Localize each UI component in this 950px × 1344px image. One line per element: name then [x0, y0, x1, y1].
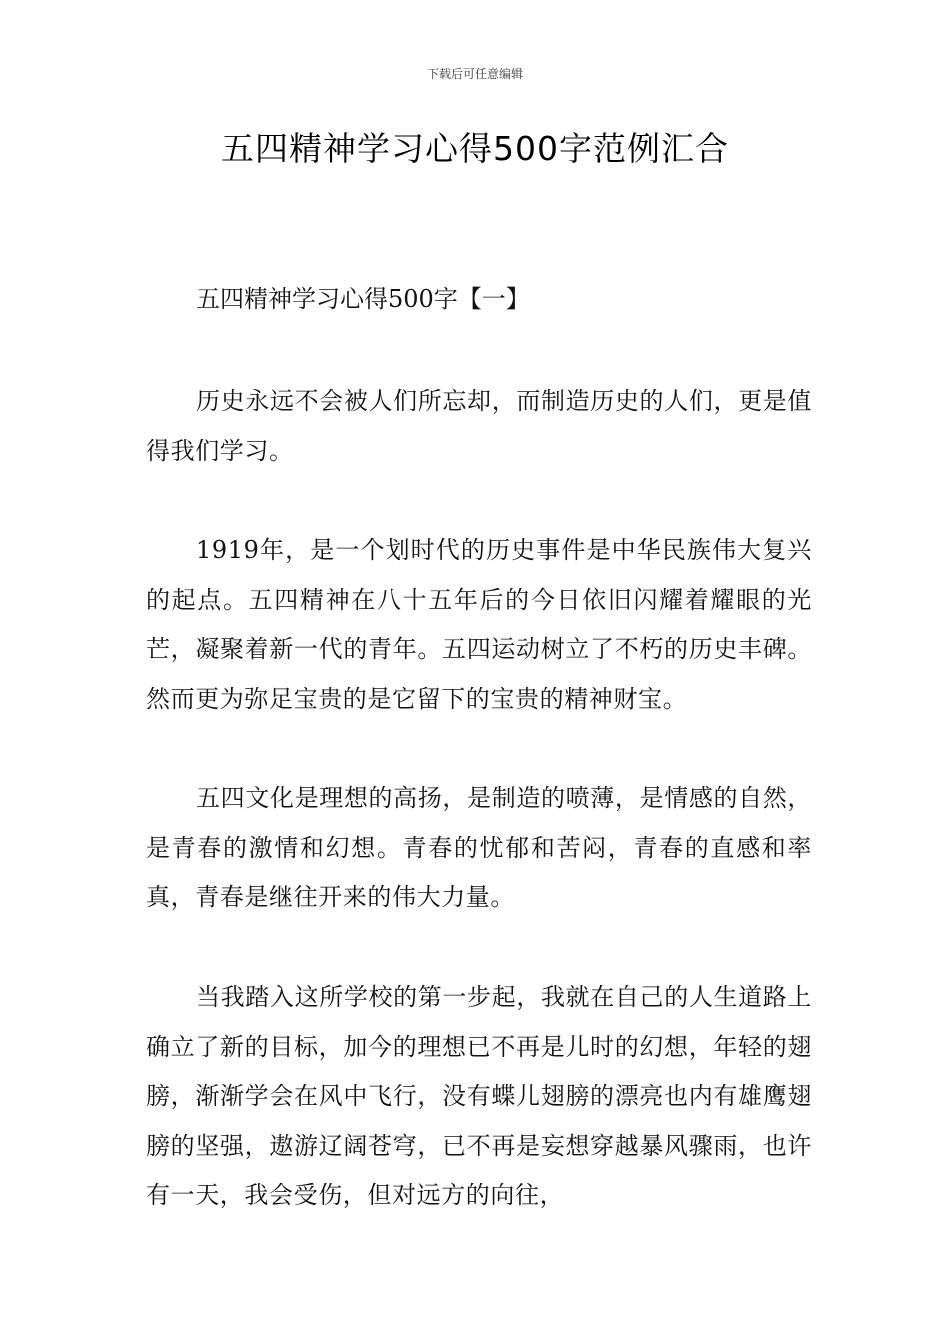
paragraph-2: 1919年，是一个划时代的历史事件是中华民族伟大复兴的起点。五四精神在八十五年后的今日依旧闪耀着耀眼的光芒，凝聚着新一代的青年。五四运动树立了不朽的历史丰碑。然而更为弥足宝贵的是它留下的宝贵的精神财宝。	[146, 536, 812, 713]
section-heading: 五四精神学习心得500字【一】	[196, 285, 530, 313]
document-title: 五四精神学习心得500字范例汇合	[221, 129, 729, 168]
paragraph-1: 历史永远不会被人们所忘却，而制造历史的人们，更是值得我们学习。	[146, 387, 812, 465]
header-note: 下载后可任意编辑	[426, 67, 523, 81]
paragraph-3: 五四文化是理想的高扬，是制造的喷薄，是情感的自然，是青春的激情和幻想。青春的忧郁和苦闷，青春的直感和率真，青春是继往开来的伟大力量。	[146, 784, 812, 911]
paragraph-4: 当我踏入这所学校的第一步起，我就在自己的人生道路上确立了新的目标，加今的理想已不再是儿时的幻想，年轻的翅膀，渐渐学会在风中飞行，没有蝶儿翅膀的漂亮也内有雄鹰翅膀的坚强，遨游辽阔苍穹，已不再是妄想穿越暴风骤雨，也许有一天，我会受伤，但对远方的向往，	[146, 983, 812, 1209]
